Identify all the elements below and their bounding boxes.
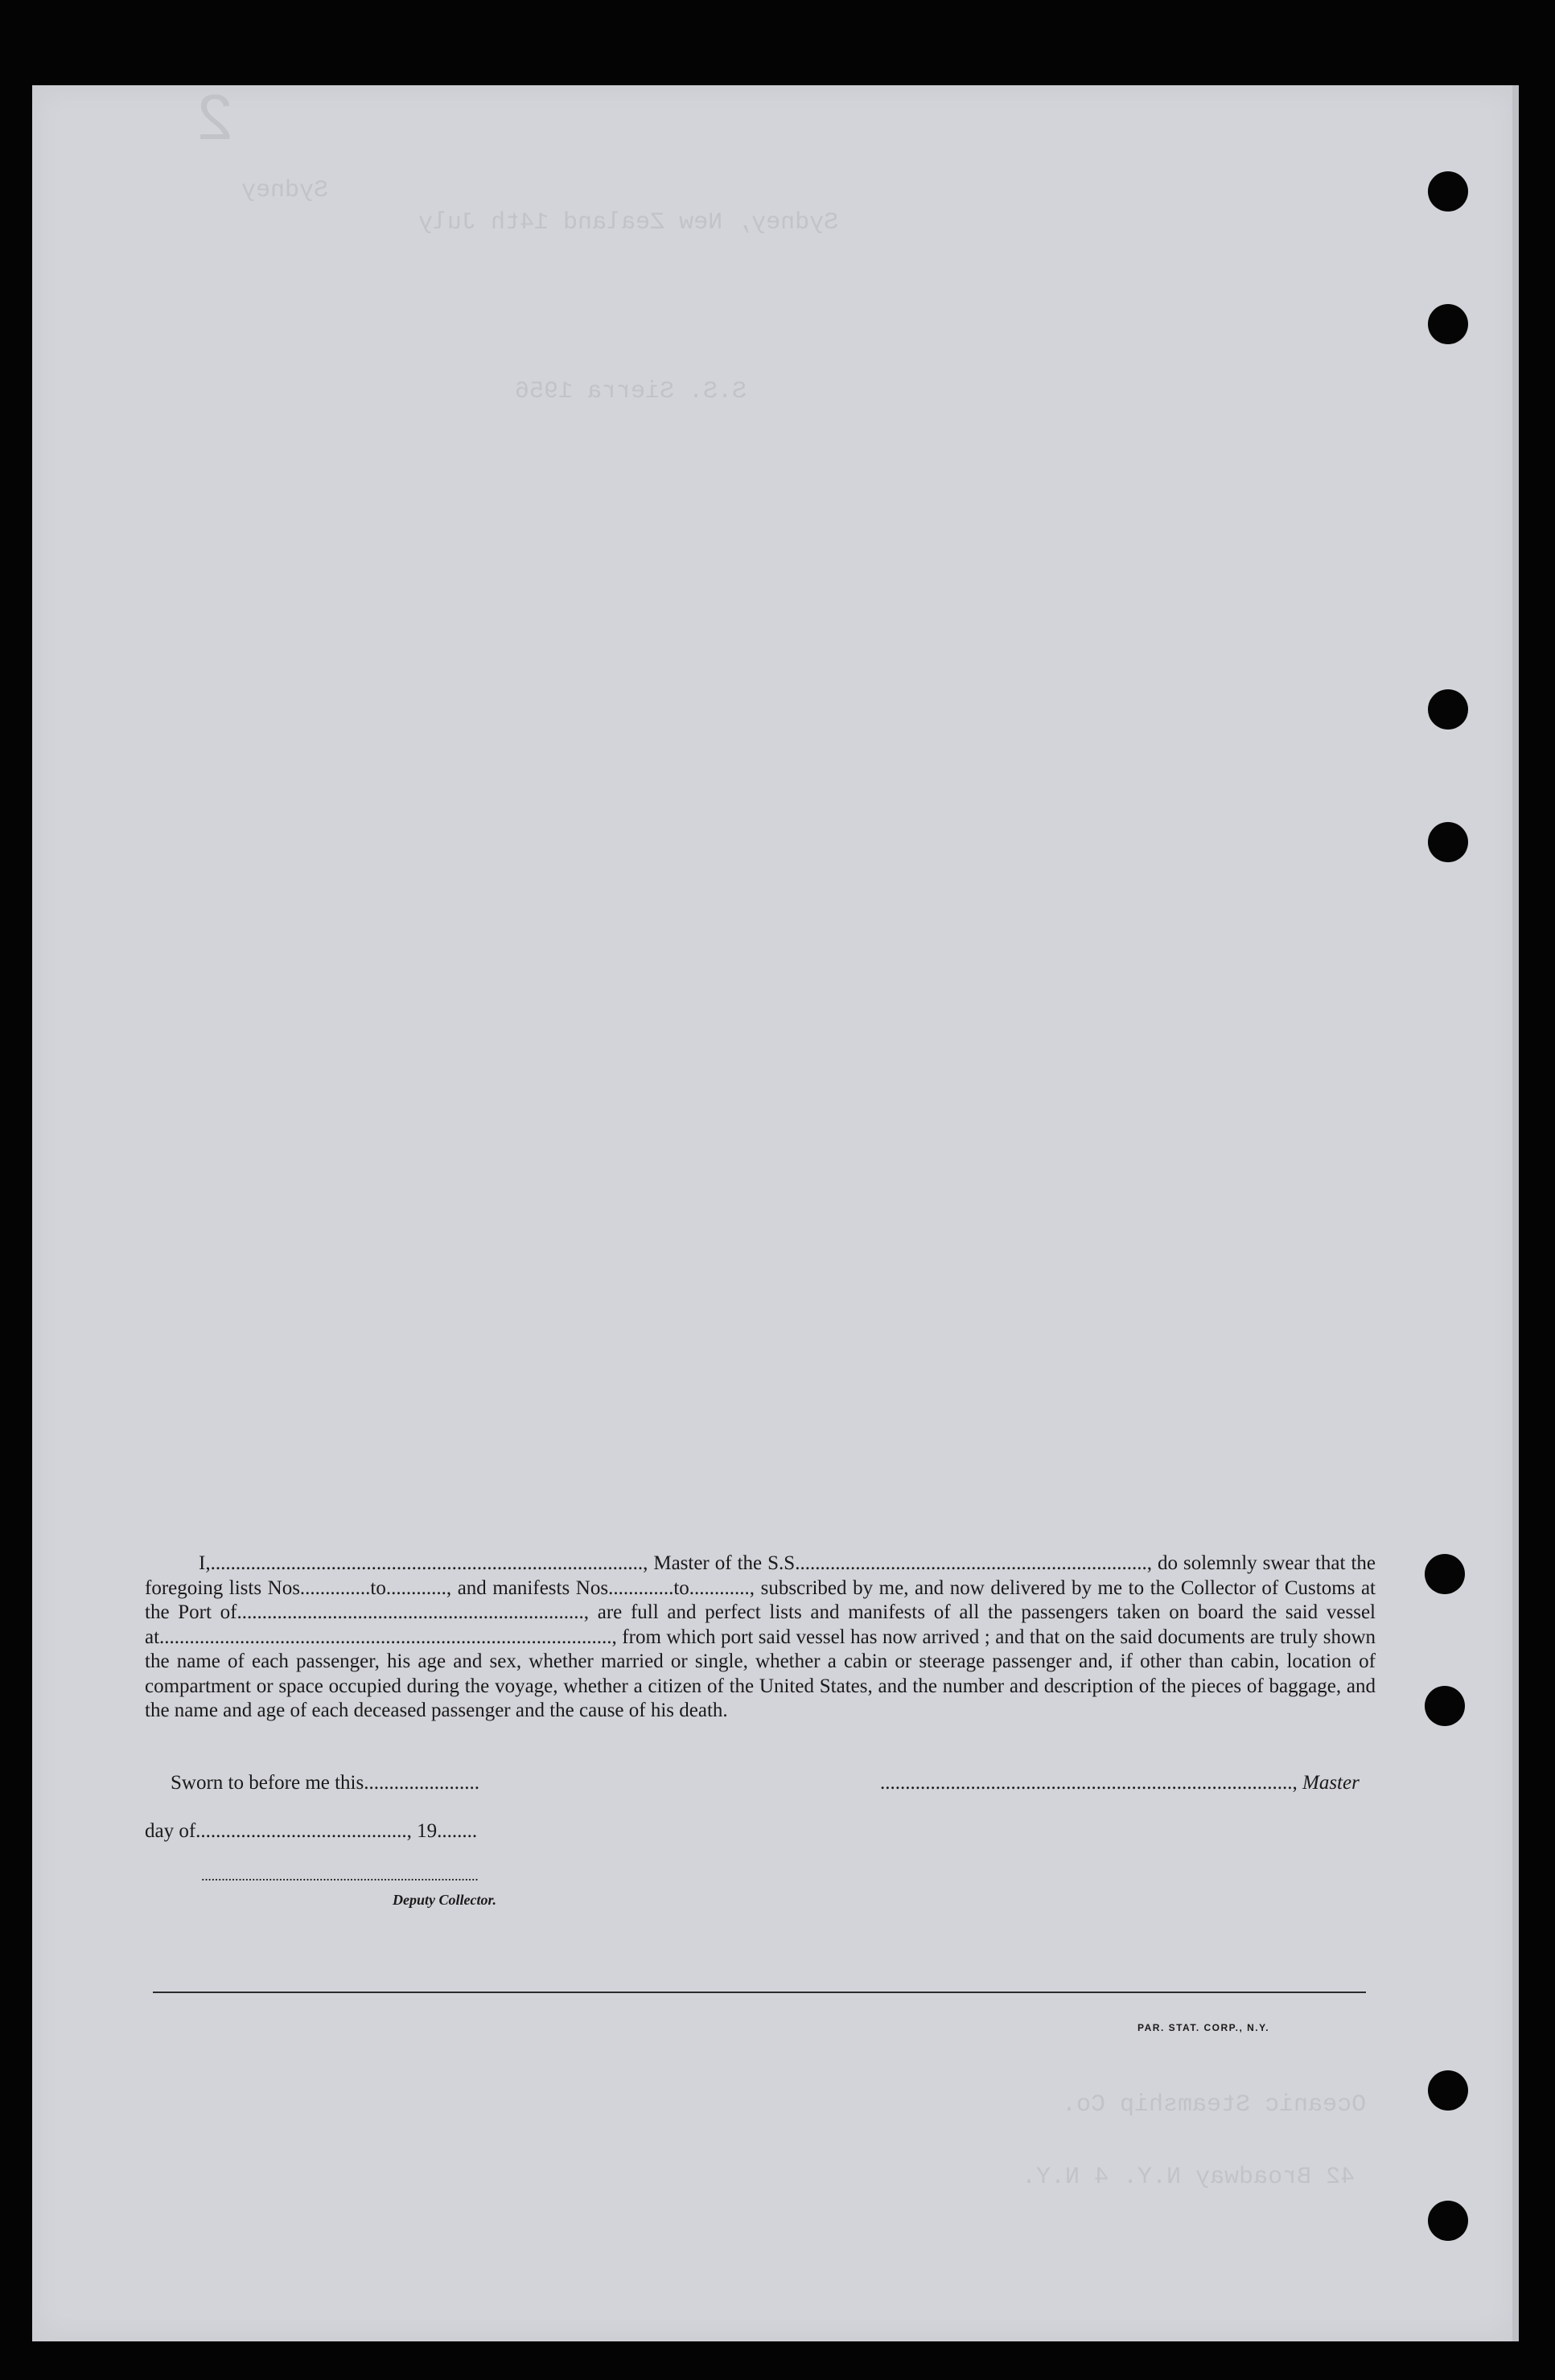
punch-hole (1428, 2070, 1468, 2111)
master-signature-line (880, 1772, 1360, 1794)
bleed-through-text: S.S. Sierra 1956 (515, 378, 747, 405)
bleed-through-number: 2 (197, 81, 233, 153)
day-of-text: day of.........................................., 19........ (145, 1820, 478, 1842)
punch-hole (1428, 171, 1468, 212)
day-of-line (145, 1820, 477, 1843)
horizontal-rule (153, 1992, 1366, 1993)
collector-dots: .................................................................................. (201, 1868, 479, 1884)
punch-hole (1428, 304, 1468, 344)
deputy-collector-label: Deputy Collector. (393, 1892, 496, 1908)
page-edge (1512, 85, 1519, 2341)
document-page (32, 85, 1517, 2341)
sworn-label: Sworn to before me this....................... (171, 1772, 479, 1794)
oath-text: I,......................................................................................, Master of the S.S......................................................................, do solemnly swear that the foregoing lists Nos..............to............, and manifests Nos.............to............, subscribed by me, and now delivered by me to the Collector of Customs at the Port of....................................................................., are full and perfect lists and manifests of all the passengers taken on board the said vessel at.........................................................................................., from which port said vessel has now arrived ; and that on the said documents are truly shown the name of each passenger, his age and sex, whether married or single, whether a cabin or steerage passenger and, if other than cabin, location of compartment or space occupied during the voyage, whether a citizen of the United States, and the number and description of the pieces of baggage, and the name and age of each deceased passenger and the cause of his death. (145, 1552, 1376, 1721)
master-dots: .................................................................................., (880, 1772, 1298, 1794)
punch-hole (1428, 822, 1468, 862)
master-oath-paragraph (145, 1552, 1376, 1724)
bleed-through-text: Sydney, New Zealand 14th July (418, 209, 839, 236)
printer-mark: PAR. STAT. CORP., N.Y. (1137, 2022, 1270, 2033)
punch-hole (1428, 689, 1468, 730)
punch-hole (1428, 2201, 1468, 2241)
bleed-through-text: Oceanic Steamship Co. (1062, 2091, 1367, 2119)
collector-signature-line (201, 1868, 478, 1885)
punch-hole (1425, 1554, 1465, 1594)
punch-hole (1425, 1686, 1465, 1726)
master-label: Master (1297, 1772, 1360, 1794)
sworn-before-line (171, 1772, 479, 1794)
bleed-through-text: 42 Broadway N.Y. 4 N.Y. (1022, 2164, 1355, 2191)
bleed-through-text: Sydney (241, 177, 329, 204)
